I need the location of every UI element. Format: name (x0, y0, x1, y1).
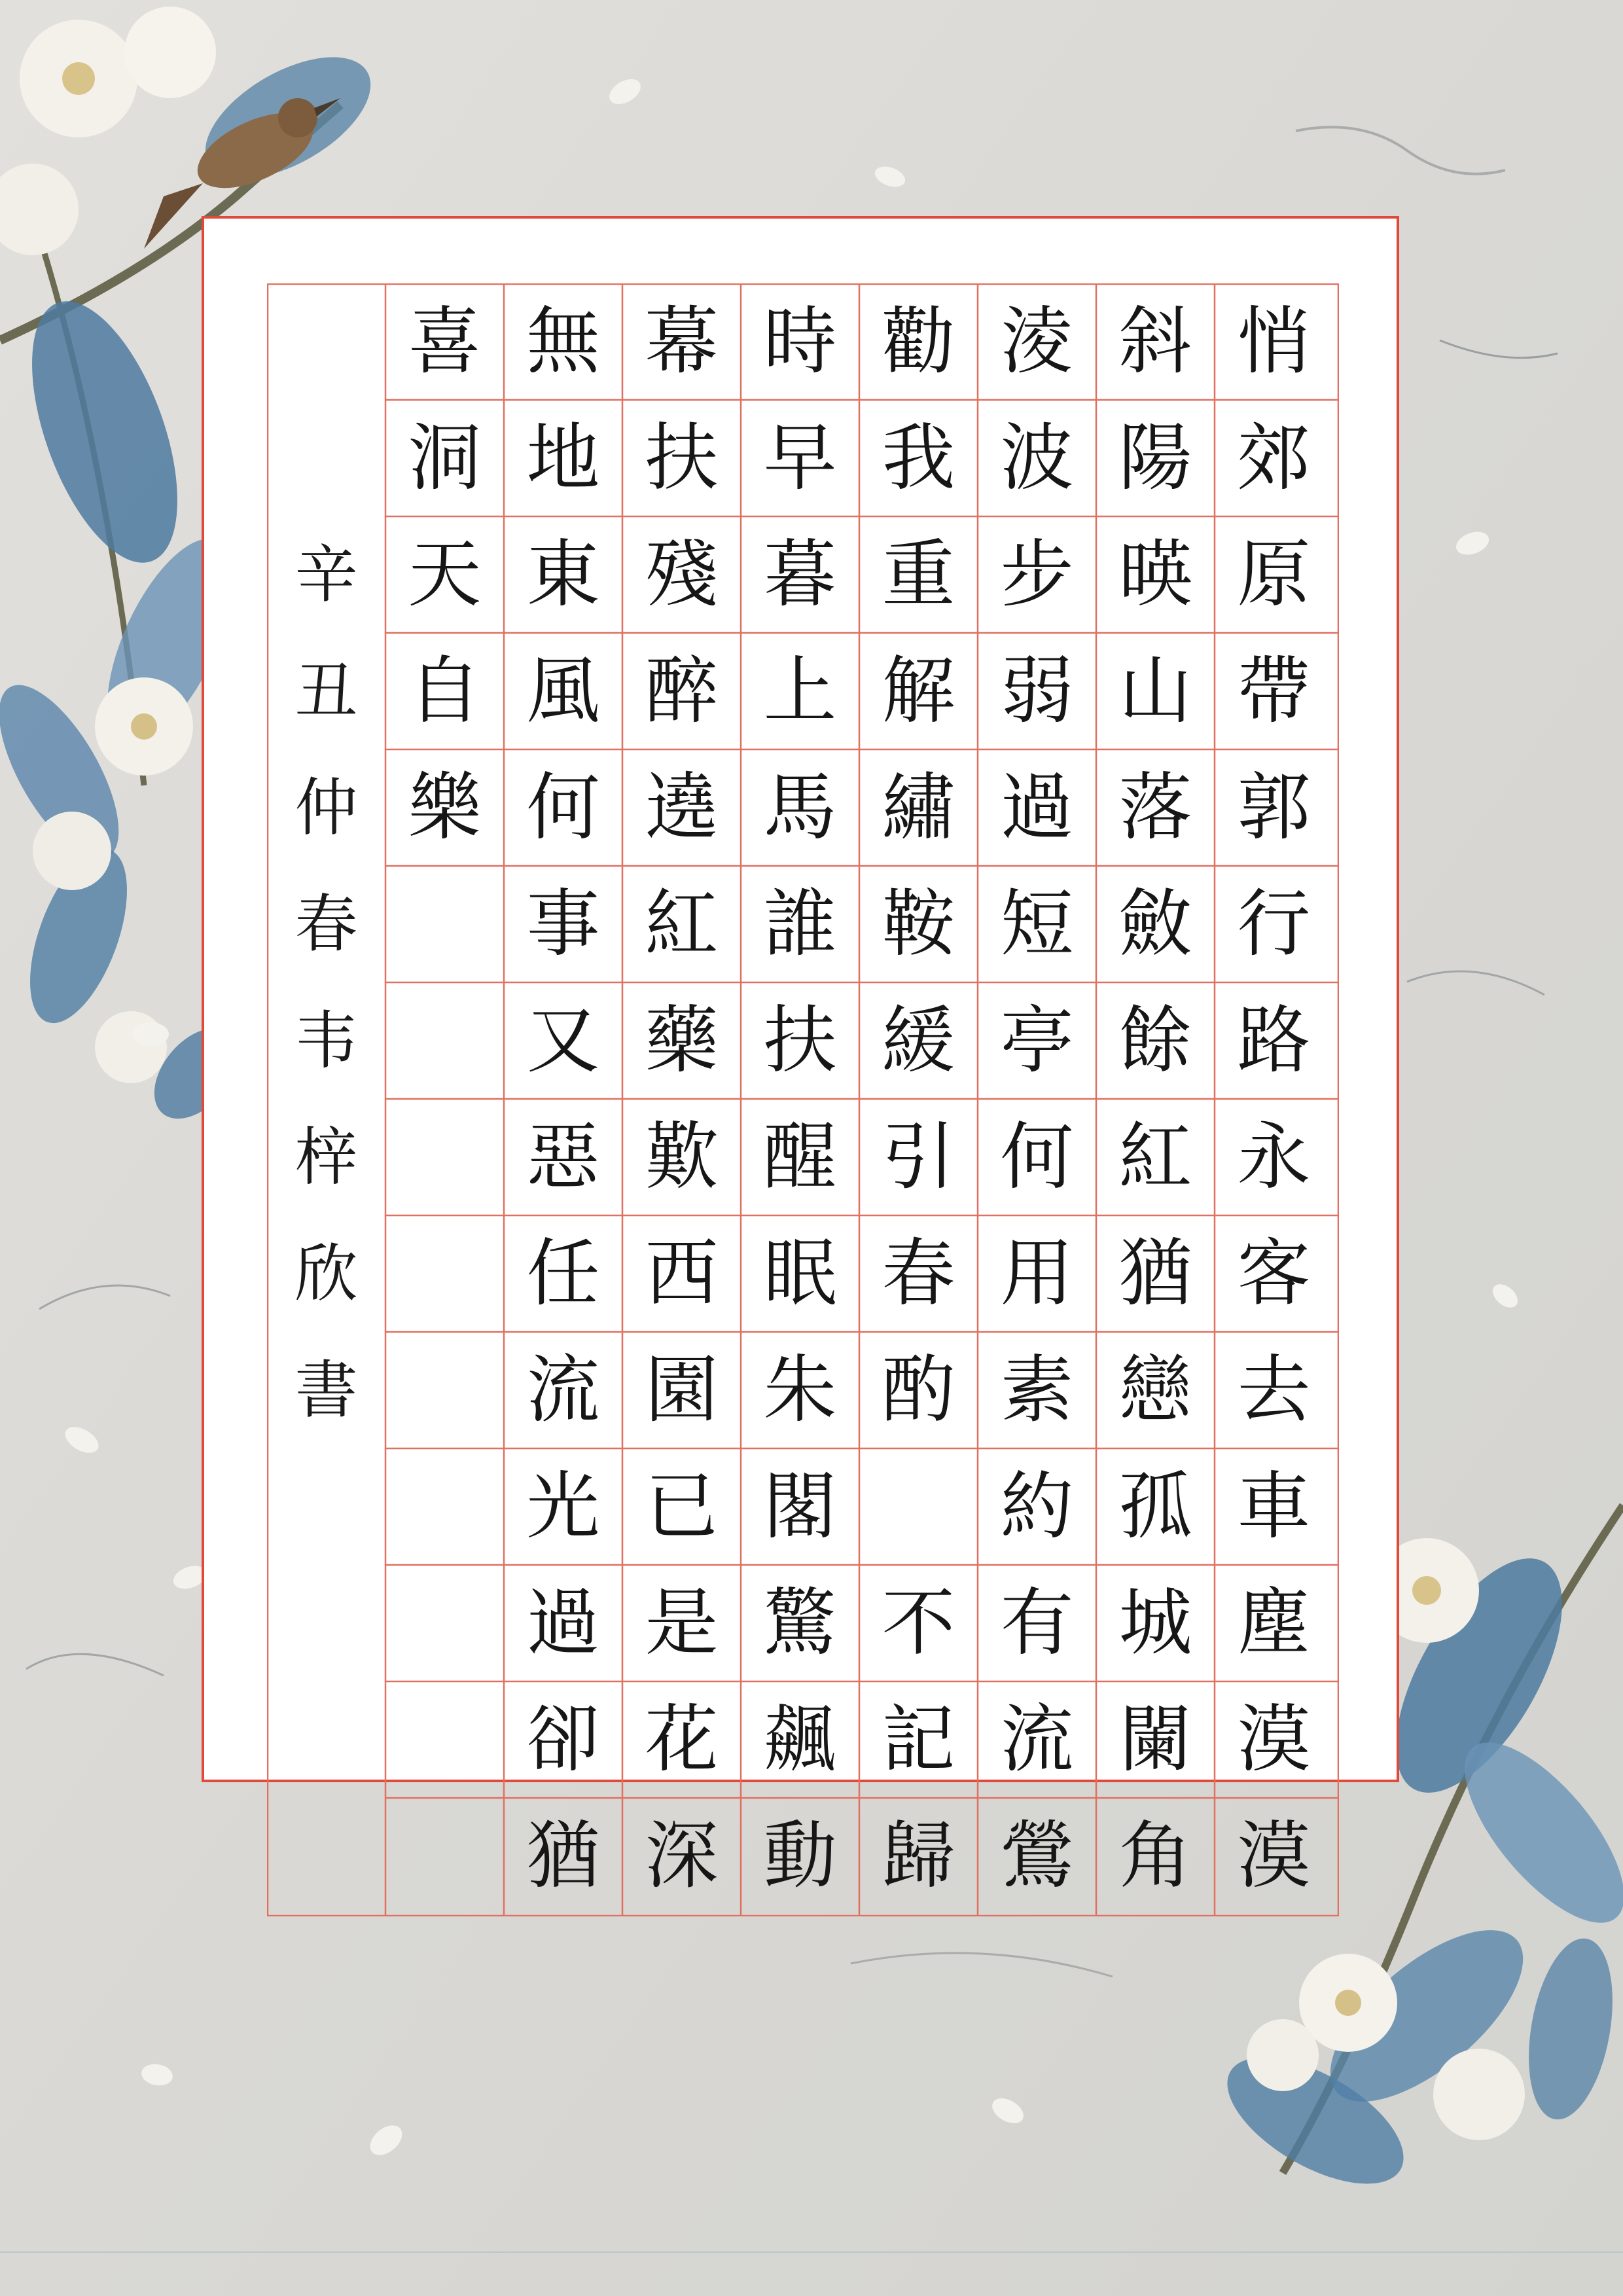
character-cell: 時 (763, 299, 837, 384)
character-cell: 猶 (1118, 1231, 1192, 1316)
character-cell: 短 (1000, 882, 1074, 967)
character-cell: 紅 (1118, 1115, 1192, 1200)
character-cell: 動 (763, 1814, 837, 1899)
character-cell: 勸 (882, 299, 955, 384)
character-cell: 餘 (1118, 998, 1192, 1083)
signature-character: 丑 (294, 655, 358, 728)
character-cell: 不 (882, 1581, 955, 1666)
character-cell: 路 (1237, 998, 1311, 1083)
character-cell: 飆 (763, 1697, 837, 1782)
character-cell: 無 (526, 299, 600, 384)
character-cell: 扶 (645, 416, 719, 501)
character-cell: 淩 (1000, 299, 1074, 384)
character-cell: 馬 (763, 765, 837, 850)
character-cell: 扶 (763, 998, 837, 1083)
character-cell: 幕 (645, 299, 719, 384)
character-cell: 約 (1000, 1464, 1074, 1549)
character-cell: 鞍 (882, 882, 955, 967)
character-cell: 又 (526, 998, 600, 1083)
character-cell: 落 (1118, 765, 1192, 850)
character-cell: 戀 (1118, 1348, 1192, 1433)
character-cell: 素 (1000, 1348, 1074, 1433)
character-cell: 孤 (1118, 1464, 1192, 1549)
character-cell: 醉 (645, 649, 719, 734)
signature-character: 韦 (294, 1004, 358, 1077)
character-cell: 眠 (763, 1231, 837, 1316)
character-cell: 陽 (1118, 416, 1192, 501)
character-cell: 上 (763, 649, 837, 734)
character-cell: 車 (1237, 1464, 1311, 1549)
scan-edge-line (0, 2251, 1623, 2253)
character-cell: 歸 (882, 1814, 955, 1899)
character-cell: 永 (1237, 1115, 1311, 1200)
character-cell: 是 (645, 1581, 719, 1666)
character-cell: 斂 (1118, 882, 1192, 967)
character-cell: 洞 (408, 416, 482, 501)
character-cell: 亭 (1000, 998, 1074, 1083)
character-cell: 客 (1237, 1231, 1311, 1316)
character-cell: 緩 (882, 998, 955, 1083)
signature-character: 梓 (294, 1121, 358, 1194)
character-cell: 醒 (763, 1115, 837, 1200)
character-cell: 步 (1000, 532, 1074, 617)
character-cell: 紅 (645, 882, 719, 967)
signature-character: 辛 (294, 538, 358, 611)
character-cell: 風 (526, 649, 600, 734)
character-cell: 天 (408, 532, 482, 617)
character-cell: 暮 (763, 532, 837, 617)
character-cell: 斜 (1118, 299, 1192, 384)
character-cell: 用 (1000, 1231, 1074, 1316)
character-cell: 朱 (763, 1348, 837, 1433)
character-cell: 角 (1118, 1814, 1192, 1899)
calligraphy-grid (267, 283, 1339, 1916)
character-cell: 流 (1000, 1697, 1074, 1782)
character-cell: 猶 (526, 1814, 600, 1899)
character-cell: 何 (526, 765, 600, 850)
character-cell: 山 (1118, 649, 1192, 734)
character-cell: 東 (526, 532, 600, 617)
signature-character: 仲 (294, 771, 358, 844)
character-cell: 地 (526, 416, 600, 501)
character-cell: 行 (1237, 882, 1311, 967)
character-cell: 漠 (1237, 1697, 1311, 1782)
character-cell: 卻 (526, 1697, 600, 1782)
character-cell: 春 (882, 1231, 955, 1316)
character-cell: 記 (882, 1697, 955, 1782)
character-cell: 塵 (1237, 1581, 1311, 1666)
character-cell: 帶 (1237, 649, 1311, 734)
character-cell: 喜 (408, 299, 482, 384)
character-cell: 我 (882, 416, 955, 501)
character-cell: 已 (645, 1464, 719, 1549)
character-cell: 暎 (1118, 532, 1192, 617)
character-cell: 有 (1000, 1581, 1074, 1666)
character-cell: 園 (645, 1348, 719, 1433)
character-cell: 花 (645, 1697, 719, 1782)
character-cell: 郭 (1237, 765, 1311, 850)
character-cell: 流 (526, 1348, 600, 1433)
signature-character: 書 (294, 1354, 358, 1427)
signature-character: 欣 (294, 1237, 358, 1310)
character-cell: 何 (1000, 1115, 1074, 1200)
character-cell: 引 (882, 1115, 955, 1200)
character-cell: 闌 (1118, 1697, 1192, 1782)
character-cell: 光 (526, 1464, 600, 1549)
character-cell: 早 (763, 416, 837, 501)
character-cell: 解 (882, 649, 955, 734)
character-cell: 波 (1000, 416, 1074, 501)
character-cell: 郊 (1237, 416, 1311, 501)
character-cell: 樂 (408, 765, 482, 850)
character-cell: 遶 (645, 765, 719, 850)
character-cell: 歎 (645, 1115, 719, 1200)
character-cell: 深 (645, 1814, 719, 1899)
character-cell: 原 (1237, 532, 1311, 617)
character-cell: 過 (526, 1581, 600, 1666)
character-cell: 城 (1118, 1581, 1192, 1666)
character-cell: 酌 (882, 1348, 955, 1433)
character-cell: 過 (1000, 765, 1074, 850)
character-cell: 驚 (763, 1581, 837, 1666)
signature-character: 春 (294, 888, 358, 961)
character-cell: 閣 (763, 1464, 837, 1549)
character-cell: 悄 (1237, 299, 1311, 384)
character-cell: 惡 (526, 1115, 600, 1200)
character-cell: 任 (526, 1231, 600, 1316)
character-cell: 事 (526, 882, 600, 967)
character-cell: 繡 (882, 765, 955, 850)
character-cell: 西 (645, 1231, 719, 1316)
character-cell: 弱 (1000, 649, 1074, 734)
character-cell: 殘 (645, 532, 719, 617)
character-cell: 去 (1237, 1348, 1311, 1433)
character-cell: 鶯 (1000, 1814, 1074, 1899)
character-cell: 藥 (645, 998, 719, 1083)
character-cell: 自 (408, 649, 482, 734)
character-cell: 誰 (763, 882, 837, 967)
character-cell: 重 (882, 532, 955, 617)
character-cell: 漠 (1237, 1814, 1311, 1899)
